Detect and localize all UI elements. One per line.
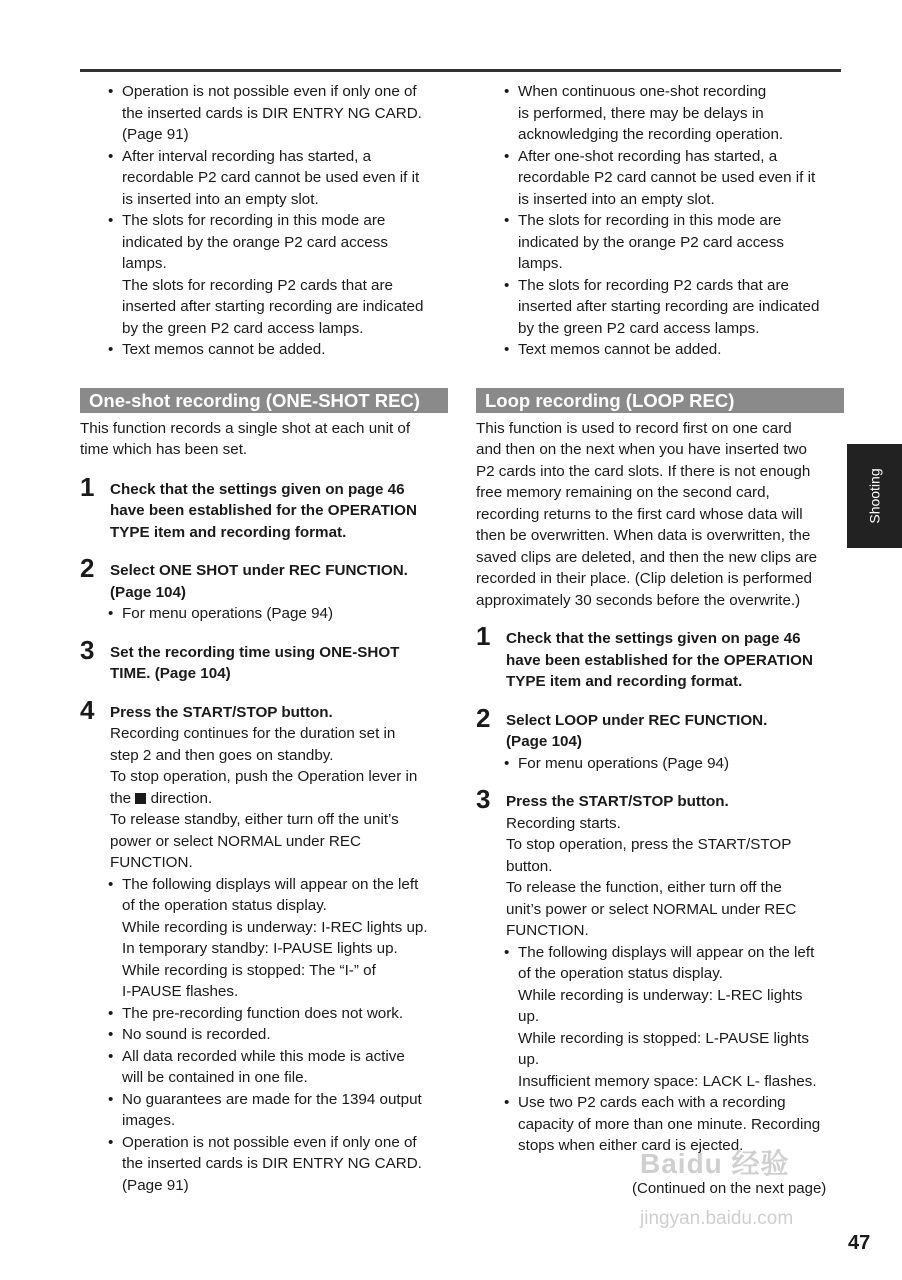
loop-step-2: 2 Select LOOP under REC FUNCTION. (Page 104) • For menu operations (Page 94) <box>476 710 844 775</box>
section-tab-label: Shooting <box>866 468 883 524</box>
list-item: • The slots for recording in this mode are indicated by the orange P2 card access lamps. The slots for recording P2 cards that are inserted after starting recording are indicated by the green P2 card access lamps. <box>122 210 448 339</box>
list-item: • All data recorded while this mode is active will be contained in one file. <box>122 1046 448 1089</box>
list-item: • No guarantees are made for the 1394 output images. <box>122 1089 448 1132</box>
oneshot-step-3: 3 Set the recording time using ONE-SHOT TIME. (Page 104) <box>80 634 400 682</box>
step-number: 1 <box>476 621 491 651</box>
list-item: • The following displays will appear on the left of the operation status display. While recording is underway: I-REC lights up. In temporary standby: I-PAUSE lights up. While recording is stopped: The “I-” of I-PAUSE flashes. <box>122 874 448 1003</box>
list-item: • Operation is not possible even if only one of the inserted cards is DIR ENTRY NG CARD. (Page 91) <box>122 81 448 146</box>
top-bullets-right <box>476 81 844 361</box>
loop-step-1: 1 Check that the settings given on page 46 have been established for the OPERATION TYPE item and recording format. <box>476 621 813 690</box>
list-item: • The pre-recording function does not work. <box>122 1003 448 1025</box>
list-item: • For menu operations (Page 94) <box>518 753 844 775</box>
section-tab <box>847 444 902 548</box>
loop-intro: This function is used to record first on one card and then on the next when you have inserted two P2 cards into the card slots. If there is not enough free memory remaining on the second card, recording returns to the first card whose data will then be overwritten. When data is overwritten, the saved clips are deleted, and then the new clips are recorded in their place. (Clip deletion is performed approximately 30 seconds before the overwrite.) <box>476 419 818 609</box>
list-item: • For menu operations (Page 94) <box>122 603 448 625</box>
list-item: • After one-shot recording has started, a recordable P2 card cannot be used even if it is inserted into an empty slot. <box>518 146 844 211</box>
list-item: • After interval recording has started, a recordable P2 card cannot be used even if it is inserted into an empty slot. <box>122 146 448 211</box>
loop-heading: Loop recording (LOOP REC) <box>476 388 844 413</box>
top-rule <box>80 69 841 72</box>
stop-square-icon <box>135 793 146 804</box>
list-item: • Use two P2 cards each with a recording capacity of more than one minute. Recording stops when either card is ejected. <box>518 1092 844 1157</box>
step-number: 3 <box>476 784 491 814</box>
loop-step-3: 3 Press the START/STOP button. Recording starts. To stop operation, press the START/STOP button. To release the function, either turn off the unit’s power or select NORMAL under REC FUNCTION. • The following displays will appear on the left of the operation status display. While recording is underway: L-REC lights up. While recording is stopped: L-PAUSE lights up. Insufficient memory space: LACK L- flashes. • Use two P2 cards each with a recording capacity of more than one minute. Recording stops when either card is ejected. <box>476 791 844 1157</box>
list-item: • Text memos cannot be added. <box>518 339 844 361</box>
oneshot-step-4: 4 Press the START/STOP button. Recording continues for the duration set in step 2 and then goes on standby. To stop operation, push the Operation lever in the direction. To release standby, either turn off the unit’s power or select NORMAL under REC FUNCTION. • The following displays will appear on the left of the operation status display. While recording is underway: I-REC lights up. In temporary standby: I-PAUSE lights up. While recording is stopped: The “I-” of I-PAUSE flashes. • The pre-recording function does not work. • No sound is recorded. • All data recorded while this mode is active will be contained in one file. • No guarantees are made for the 1394 output images. • Operation is not possible even if only one of the inserted cards is DIR ENTRY NG CARD. (Page 91) <box>80 702 448 1197</box>
list-item: • No sound is recorded. <box>122 1024 448 1046</box>
oneshot-intro: This function records a single shot at each unit of time which has been set. <box>80 419 411 458</box>
step-number: 2 <box>476 702 491 733</box>
step-number: 1 <box>80 471 95 502</box>
step-number: 4 <box>80 694 95 725</box>
step-number: 2 <box>80 553 95 583</box>
list-item: • The slots for recording in this mode are indicated by the orange P2 card access lamps. <box>518 210 844 275</box>
page-number: 47 <box>848 1232 871 1254</box>
list-item: • Operation is not possible even if only one of the inserted cards is DIR ENTRY NG CARD. (Page 91) <box>122 1132 448 1197</box>
list-item: • When continuous one-shot recording is performed, there may be delays in acknowledging the recording operation. <box>518 81 844 146</box>
watermark-url: jingyan.baidu.com <box>640 1208 794 1229</box>
left-column <box>80 81 448 1196</box>
oneshot-heading: One-shot recording (ONE-SHOT REC) <box>80 388 448 413</box>
oneshot-step-1: 1 Check that the settings given on page 46 have been established for the OPERATION TYPE item and recording format. <box>80 471 417 541</box>
right-column <box>476 81 844 1157</box>
oneshot-step-2: 2 Select ONE SHOT under REC FUNCTION. (Page 104) • For menu operations (Page 94) <box>80 560 448 625</box>
continued-note: (Continued on the next page) <box>632 1180 827 1197</box>
watermark-brand: Baidu 经验 <box>640 1148 790 1179</box>
step-number: 3 <box>80 634 95 665</box>
list-item: • Text memos cannot be added. <box>122 339 448 361</box>
list-item: • The following displays will appear on the left of the operation status display. While recording is underway: L-REC lights up. While recording is stopped: L-PAUSE lights up. Insufficient memory space: LACK L- flashes. <box>518 942 844 1093</box>
list-item: • The slots for recording P2 cards that are inserted after starting recording are indicated by the green P2 card access lamps. <box>518 275 844 340</box>
top-bullets-left <box>80 81 448 361</box>
